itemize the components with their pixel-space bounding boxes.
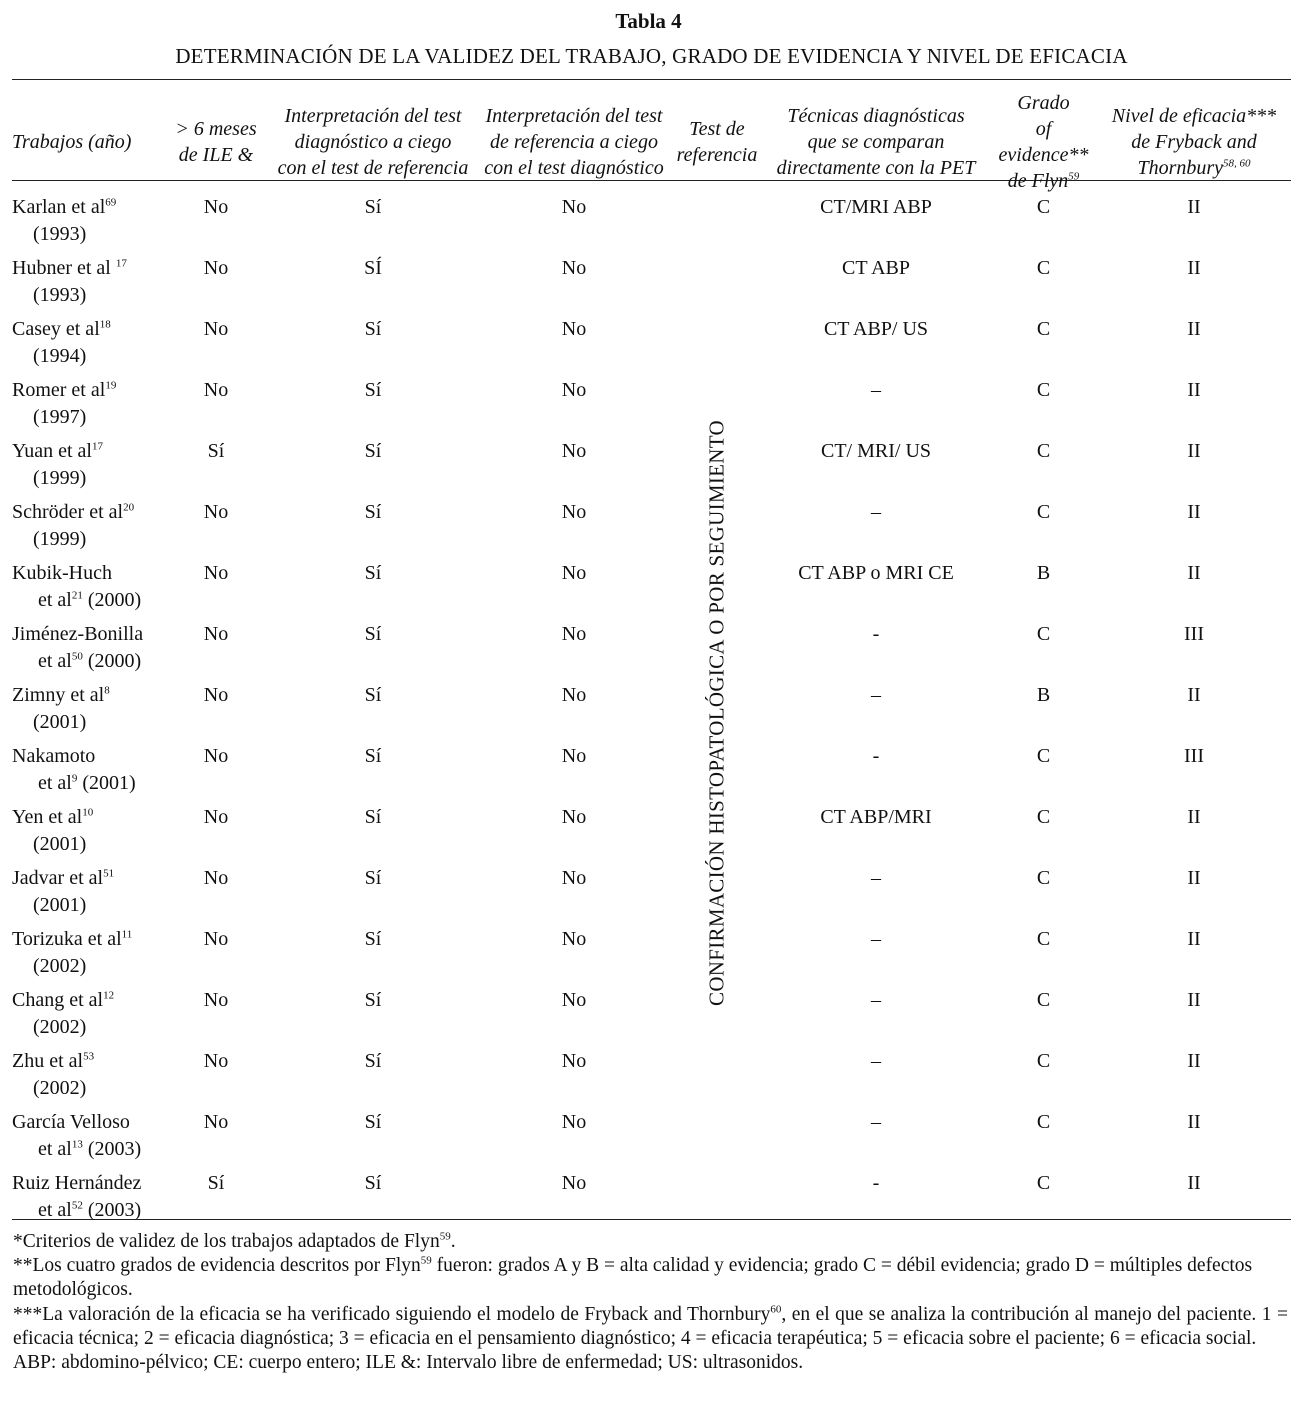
reference-test-vertical-text: CONFIRMACIÓN HISTOPATOLÓGICA O POR SEGUIMIENTO <box>704 419 729 1006</box>
table-row <box>12 194 1291 255</box>
validity-table <box>12 90 1291 1231</box>
cell-trabajo: Hubner et al $^{17}$ (1993) <box>12 257 127 306</box>
cell-interp-diagnostico: Sí <box>364 806 382 828</box>
cell-grado: C <box>1036 867 1051 889</box>
table-row <box>12 926 1291 987</box>
cell-nivel: II <box>1187 318 1201 340</box>
table-row <box>12 1170 1291 1231</box>
table-row <box>12 438 1291 499</box>
cell-meses-ile: No <box>203 1050 229 1072</box>
cell-grado: C <box>1036 1111 1051 1133</box>
header-row <box>12 90 1291 194</box>
header-meses: > 6 meses de ILE & <box>175 118 257 166</box>
cell-trabajo: Ruiz Hernández et $al^{52}$ (2003) <box>12 1172 142 1221</box>
table-row <box>12 987 1291 1048</box>
footnote-abbreviations: ABP: abdomino-pélvico; CE: cuerpo entero; ILE &: Intervalo libre de enfermedad; US: ultrasonidos. <box>13 1352 804 1374</box>
cell-meses-ile: No <box>203 745 229 767</box>
cell-test-referencia <box>672 194 762 1231</box>
cell-interp-referencia: No <box>561 1111 587 1133</box>
cell-trabajo: Yen et $al^{10}$ (2001) <box>12 806 94 855</box>
cell-grado: B <box>1036 562 1051 584</box>
header-tecnicas: Técnicas diagnósticas que se comparan directamente con la PET <box>776 105 976 179</box>
cell-grado: C <box>1036 745 1051 767</box>
cell-interp-diagnostico: Sí <box>364 1172 382 1194</box>
cell-meses-ile: No <box>203 318 229 340</box>
cell-interp-referencia: No <box>561 440 587 462</box>
header-test-referencia: Test de referencia <box>676 118 758 166</box>
cell-tecnicas: CT/MRI ABP <box>820 196 932 218</box>
cell-meses-ile: No <box>203 196 229 218</box>
table-row <box>12 1048 1291 1109</box>
cell-interp-referencia: No <box>561 562 587 584</box>
cell-tecnicas: – <box>871 684 881 706</box>
cell-interp-diagnostico: Sí <box>364 989 382 1011</box>
cell-meses-ile: No <box>203 928 229 950</box>
cell-meses-ile: No <box>203 806 229 828</box>
cell-tecnicas: – <box>871 867 881 889</box>
header-grado: Grado of evidence** de Flyn$^{59}$ <box>998 92 1089 192</box>
cell-interp-referencia: No <box>561 867 587 889</box>
cell-nivel: III <box>1184 623 1204 645</box>
table-body <box>12 194 1291 1231</box>
cell-grado: B <box>1036 684 1051 706</box>
cell-interp-referencia: No <box>561 318 587 340</box>
table-row <box>12 377 1291 438</box>
cell-trabajo: Schröder et $al^{20}$ (1999) <box>12 501 135 550</box>
cell-interp-referencia: No <box>561 684 587 706</box>
cell-interp-referencia: No <box>561 501 587 523</box>
cell-grado: C <box>1036 1172 1051 1194</box>
cell-grado: C <box>1036 989 1051 1011</box>
cell-grado: C <box>1036 623 1051 645</box>
cell-interp-diagnostico: Sí <box>364 379 382 401</box>
cell-trabajo: Romer et $al^{19}$ (1997) <box>12 379 117 428</box>
cell-interp-diagnostico: Sí <box>364 501 382 523</box>
table-row <box>12 804 1291 865</box>
cell-nivel: II <box>1187 196 1201 218</box>
table-row <box>12 316 1291 377</box>
cell-nivel: II <box>1187 1050 1201 1072</box>
cell-meses-ile: No <box>203 989 229 1011</box>
cell-tecnicas: - <box>872 623 880 645</box>
cell-tecnicas: – <box>871 928 881 950</box>
cell-meses-ile: No <box>203 562 229 584</box>
cell-nivel: II <box>1187 867 1201 889</box>
cell-grado: C <box>1036 1050 1051 1072</box>
cell-meses-ile: Sí <box>207 440 225 462</box>
footnote-2: **Los cuatro grados de evidencia descritos por Flyn$^{59}$ fueron: grados A y B = alta calidad y evidencia; grado C = débil evidencia; grado D = múltiples defectos metodológicos. <box>13 1254 1253 1301</box>
cell-interp-referencia: No <box>561 257 587 279</box>
footnotes <box>13 1230 1288 1375</box>
cell-tecnicas: CT ABP o MRI CE <box>798 562 954 584</box>
cell-trabajo: Chang et $al^{12}$ (2002) <box>12 989 115 1038</box>
cell-tecnicas: – <box>871 1111 881 1133</box>
cell-tecnicas: – <box>871 1050 881 1072</box>
cell-tecnicas: - <box>872 745 880 767</box>
cell-trabajo: Torizuka et $al^{11}$ (2002) <box>12 928 133 977</box>
header-interp-diagnostico: Interpretación del test diagnóstico a ciego con el test de referencia <box>277 105 469 179</box>
cell-meses-ile: No <box>203 379 229 401</box>
top-rule <box>12 79 1291 80</box>
cell-interp-referencia: No <box>561 379 587 401</box>
footnote-3: ***La valoración de la eficacia se ha verificado siguiendo el modelo de Fryback and Thornbury$^{60}$, en el que se analiza la contribución al manejo del paciente. 1 = eficacia técnica; 2 = eficacia diagnóstica; 3 = eficacia en el pensamiento diagnóstico; 4 = eficacia terapéutica; 5 = eficacia sobre el paciente; 6 = eficacia social. <box>13 1303 1288 1349</box>
cell-trabajo: Zimny et $al^8$ (2001) <box>12 684 110 733</box>
cell-nivel: II <box>1187 1172 1201 1194</box>
cell-interp-diagnostico: Sí <box>364 928 382 950</box>
cell-nivel: II <box>1187 684 1201 706</box>
cell-tecnicas: – <box>871 989 881 1011</box>
cell-interp-diagnostico: SÍ <box>364 257 382 279</box>
cell-trabajo: García Velloso et $al^{13}$ (2003) <box>12 1111 142 1160</box>
cell-nivel: III <box>1184 745 1204 767</box>
cell-grado: C <box>1036 318 1051 340</box>
header-nivel: Nivel de eficacia*** de Fryback and Thornbury$^{58, 60}$ <box>1111 105 1277 179</box>
cell-nivel: II <box>1187 806 1201 828</box>
cell-interp-diagnostico: Sí <box>364 1111 382 1133</box>
cell-trabajo: Jadvar et $al^{51}$ (2001) <box>12 867 115 916</box>
cell-nivel: II <box>1187 440 1201 462</box>
cell-tecnicas: - <box>872 1172 880 1194</box>
cell-interp-referencia: No <box>561 196 587 218</box>
footnote-1: *Criterios de validez de los trabajos adaptados de Flyn$^{59}$. <box>13 1230 456 1252</box>
cell-interp-referencia: No <box>561 806 587 828</box>
cell-trabajo: Jiménez-Bonilla et $al^{50}$ (2000) <box>12 623 144 672</box>
table-row <box>12 560 1291 621</box>
table-row <box>12 255 1291 316</box>
table-row <box>12 621 1291 682</box>
cell-nivel: II <box>1187 501 1201 523</box>
cell-trabajo: Nakamoto et $al^9$ (2001) <box>12 745 136 794</box>
cell-tecnicas: CT ABP/MRI <box>820 806 932 828</box>
cell-nivel: II <box>1187 257 1201 279</box>
cell-nivel: II <box>1187 1111 1201 1133</box>
cell-interp-diagnostico: Sí <box>364 318 382 340</box>
cell-interp-diagnostico: Sí <box>364 623 382 645</box>
table-row <box>12 499 1291 560</box>
cell-nivel: II <box>1187 989 1201 1011</box>
cell-grado: C <box>1036 440 1051 462</box>
cell-nivel: II <box>1187 928 1201 950</box>
cell-tecnicas: CT ABP <box>842 257 910 279</box>
cell-grado: C <box>1036 196 1051 218</box>
table-subtitle: DETERMINACIÓN DE LA VALIDEZ DEL TRABAJO, GRADO DE EVIDENCIA Y NIVEL DE EFICACIA <box>175 44 1128 68</box>
cell-trabajo: Yuan et $al^{17}$ (1999) <box>12 440 103 489</box>
cell-interp-referencia: No <box>561 1050 587 1072</box>
cell-interp-diagnostico: Sí <box>364 196 382 218</box>
cell-tecnicas: – <box>871 379 881 401</box>
cell-meses-ile: No <box>203 257 229 279</box>
table-row <box>12 865 1291 926</box>
cell-trabajo: Kubik-Huch et $al^{21}$ (2000) <box>12 562 142 611</box>
cell-meses-ile: Sí <box>207 1172 225 1194</box>
cell-trabajo: Zhu et $al^{53}$ (2002) <box>12 1050 95 1099</box>
cell-grado: C <box>1036 379 1051 401</box>
cell-interp-diagnostico: Sí <box>364 440 382 462</box>
table-row <box>12 682 1291 743</box>
cell-meses-ile: No <box>203 684 229 706</box>
cell-tecnicas: CT/ MRI/ US <box>820 440 932 462</box>
cell-grado: C <box>1036 928 1051 950</box>
cell-interp-diagnostico: Sí <box>364 1050 382 1072</box>
cell-grado: C <box>1036 501 1051 523</box>
cell-trabajo: Karlan et $al^{69}$ (1993) <box>12 196 117 245</box>
cell-meses-ile: No <box>203 501 229 523</box>
cell-tecnicas: – <box>871 501 881 523</box>
cell-trabajo: Casey et $al^{18}$ (1994) <box>12 318 111 367</box>
cell-grado: C <box>1036 806 1051 828</box>
cell-interp-diagnostico: Sí <box>364 745 382 767</box>
cell-interp-diagnostico: Sí <box>364 684 382 706</box>
cell-interp-diagnostico: Sí <box>364 562 382 584</box>
cell-meses-ile: No <box>203 867 229 889</box>
table-row <box>12 743 1291 804</box>
cell-interp-diagnostico: Sí <box>364 867 382 889</box>
cell-tecnicas: CT ABP/ US <box>823 318 929 340</box>
cell-nivel: II <box>1187 562 1201 584</box>
cell-interp-referencia: No <box>561 623 587 645</box>
header-interp-referencia: Interpretación del test de referencia a ciego con el test diagnóstico <box>484 105 664 179</box>
cell-interp-referencia: No <box>561 745 587 767</box>
cell-grado: C <box>1036 257 1051 279</box>
header-trabajos: Trabajos (año) <box>12 131 132 153</box>
cell-meses-ile: No <box>203 623 229 645</box>
table-title: Tabla 4 <box>615 9 682 33</box>
cell-meses-ile: No <box>203 1111 229 1133</box>
cell-interp-referencia: No <box>561 1172 587 1194</box>
cell-interp-referencia: No <box>561 989 587 1011</box>
table-row <box>12 1109 1291 1170</box>
cell-nivel: II <box>1187 379 1201 401</box>
cell-interp-referencia: No <box>561 928 587 950</box>
